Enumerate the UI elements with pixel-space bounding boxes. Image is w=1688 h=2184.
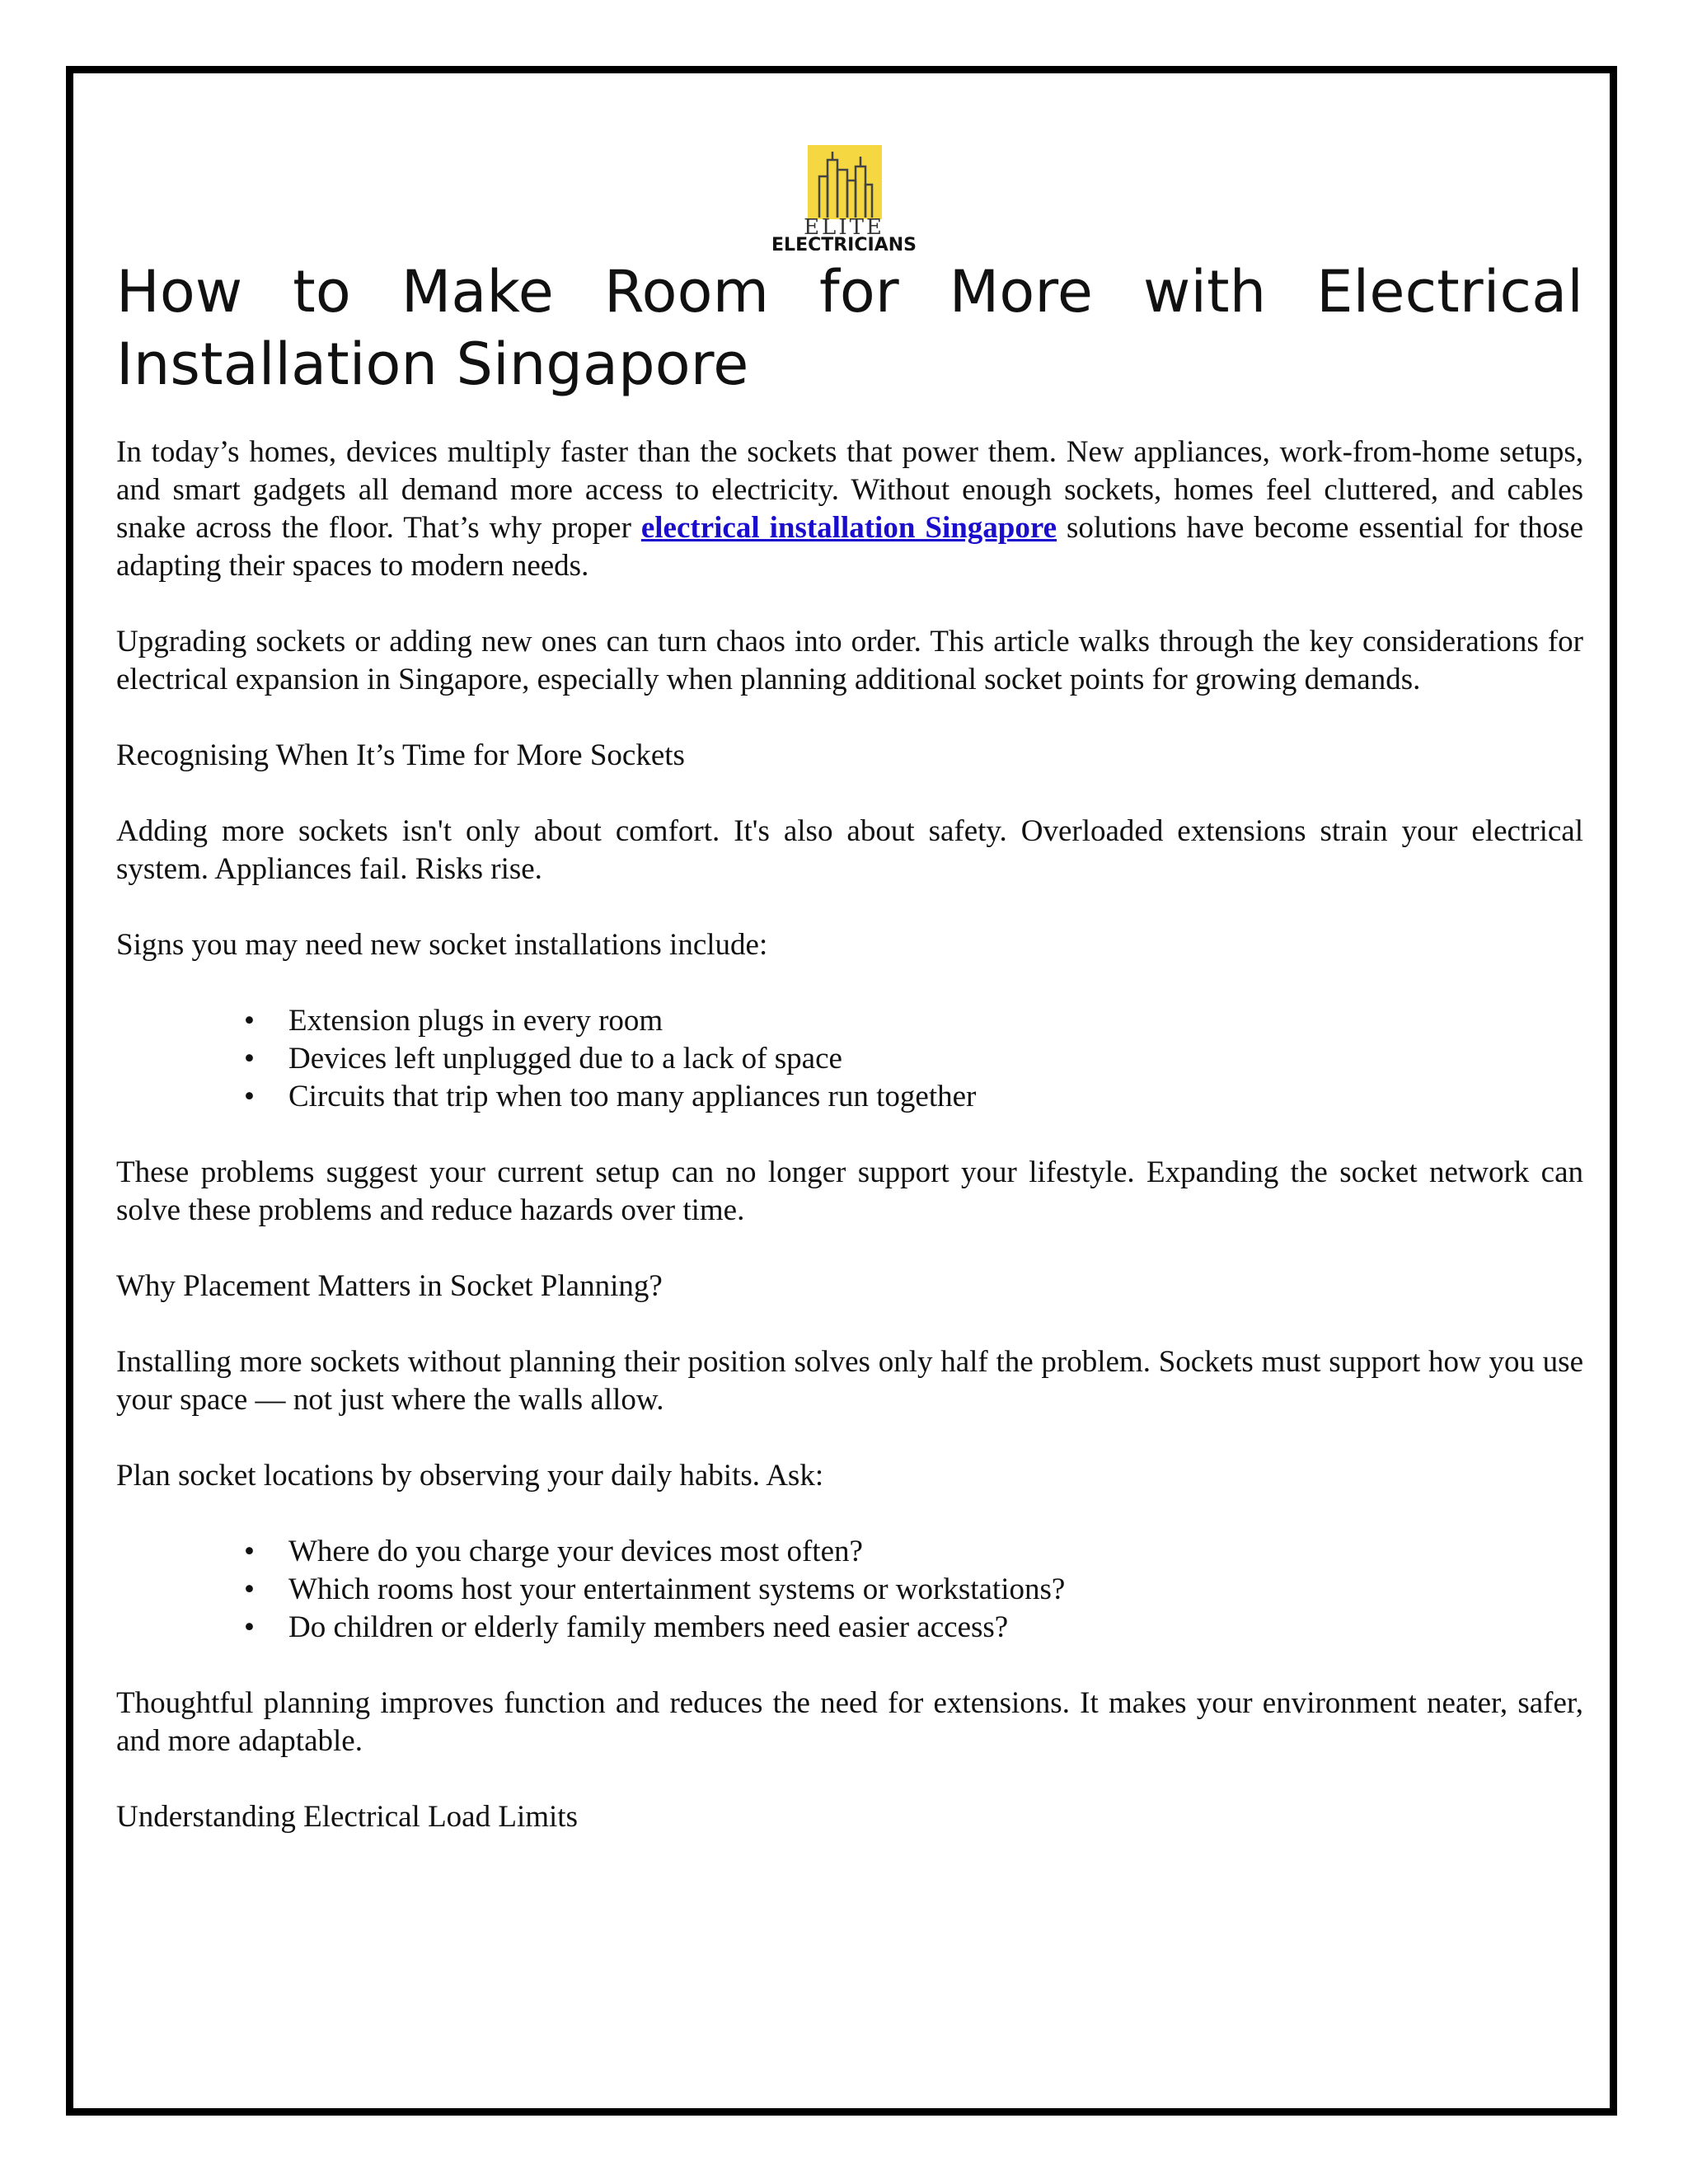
list-item [116, 1040, 1583, 1078]
bullet-icon: • [244, 1610, 255, 1644]
logo-graphic [762, 77, 926, 251]
list-item-text: Which rooms host your entertainment systems or workstations? [288, 1572, 1066, 1606]
bullet-icon: • [244, 1080, 255, 1113]
paragraph-installing: Installing more sockets without planning their position solves only half the problem. Sockets must support how you use your space — not just where the walls allow. [116, 1345, 1583, 1417]
section-heading-placement: Why Placement Matters in Socket Planning? [116, 1269, 663, 1303]
paragraph-thoughtful: Thoughtful planning improves function and reduces the need for extensions. It makes your environment neater, safer, and more adaptable. [116, 1686, 1583, 1758]
list-item-text: Where do you charge your devices most often? [288, 1535, 863, 1568]
signs-list [116, 1002, 1583, 1116]
list-item-text: Do children or elderly family members need easier access? [288, 1610, 1009, 1644]
section-heading-load-limits: Understanding Electrical Load Limits [116, 1800, 578, 1834]
intro-text-before: In today’s homes, devices multiply faster than the sockets that power them. New appliances, work-from-home setups, and smart gadgets all demand more access to electricity. Without enough sockets, homes feel cluttered, and cables snake across the floor. That’s why proper [116, 435, 1583, 545]
article-content [116, 255, 1583, 1836]
paragraph-upgrading: Upgrading sockets or adding new ones can turn chaos into order. This article walks through the key considerations for electrical expansion in Singapore, especially when planning additional socket points for growing demands. [116, 625, 1583, 696]
paragraph-safety: Adding more sockets isn't only about comfort. It's also about safety. Overloaded extensions strain your electrical system. Appliances fail. Risks rise. [116, 814, 1583, 886]
list-item-text: Circuits that trip when too many appliances run together [288, 1080, 977, 1113]
electrical-installation-link[interactable]: electrical installation Singapore [640, 511, 1057, 545]
intro-text-after: solutions have become essential for those adapting their spaces to modern needs. [116, 511, 1583, 583]
paragraph-plan: Plan socket locations by observing your daily habits. Ask: [116, 1459, 824, 1493]
list-item [116, 1571, 1583, 1609]
bullet-icon: • [244, 1535, 255, 1568]
intro-paragraph [116, 434, 1583, 585]
list-item [116, 1078, 1583, 1116]
list-item [116, 1002, 1583, 1040]
bullet-icon: • [244, 1042, 255, 1076]
questions-list [116, 1533, 1583, 1647]
list-item [116, 1533, 1583, 1571]
logo-line1: ELITE [804, 215, 884, 240]
logo-line2: ELECTRICIANS [771, 235, 917, 251]
paragraph-signs: Signs you may need new socket installations include: [116, 928, 768, 962]
list-item-text: Devices left unplugged due to a lack of space [288, 1042, 842, 1076]
elite-electricians-logo [762, 77, 926, 251]
list-item-text: Extension plugs in every room [288, 1004, 663, 1038]
list-item [116, 1609, 1583, 1647]
paragraph-problems: These problems suggest your current setup can no longer support your lifestyle. Expanding the socket network can solve these problems and reduce hazards over time. [116, 1155, 1583, 1227]
page-title: How to Make Room for More with Electrical Installation Singapore [116, 258, 1583, 398]
bullet-icon: • [244, 1572, 255, 1606]
bullet-icon: • [244, 1004, 255, 1038]
section-heading-recognising: Recognising When It’s Time for More Sockets [116, 738, 685, 772]
